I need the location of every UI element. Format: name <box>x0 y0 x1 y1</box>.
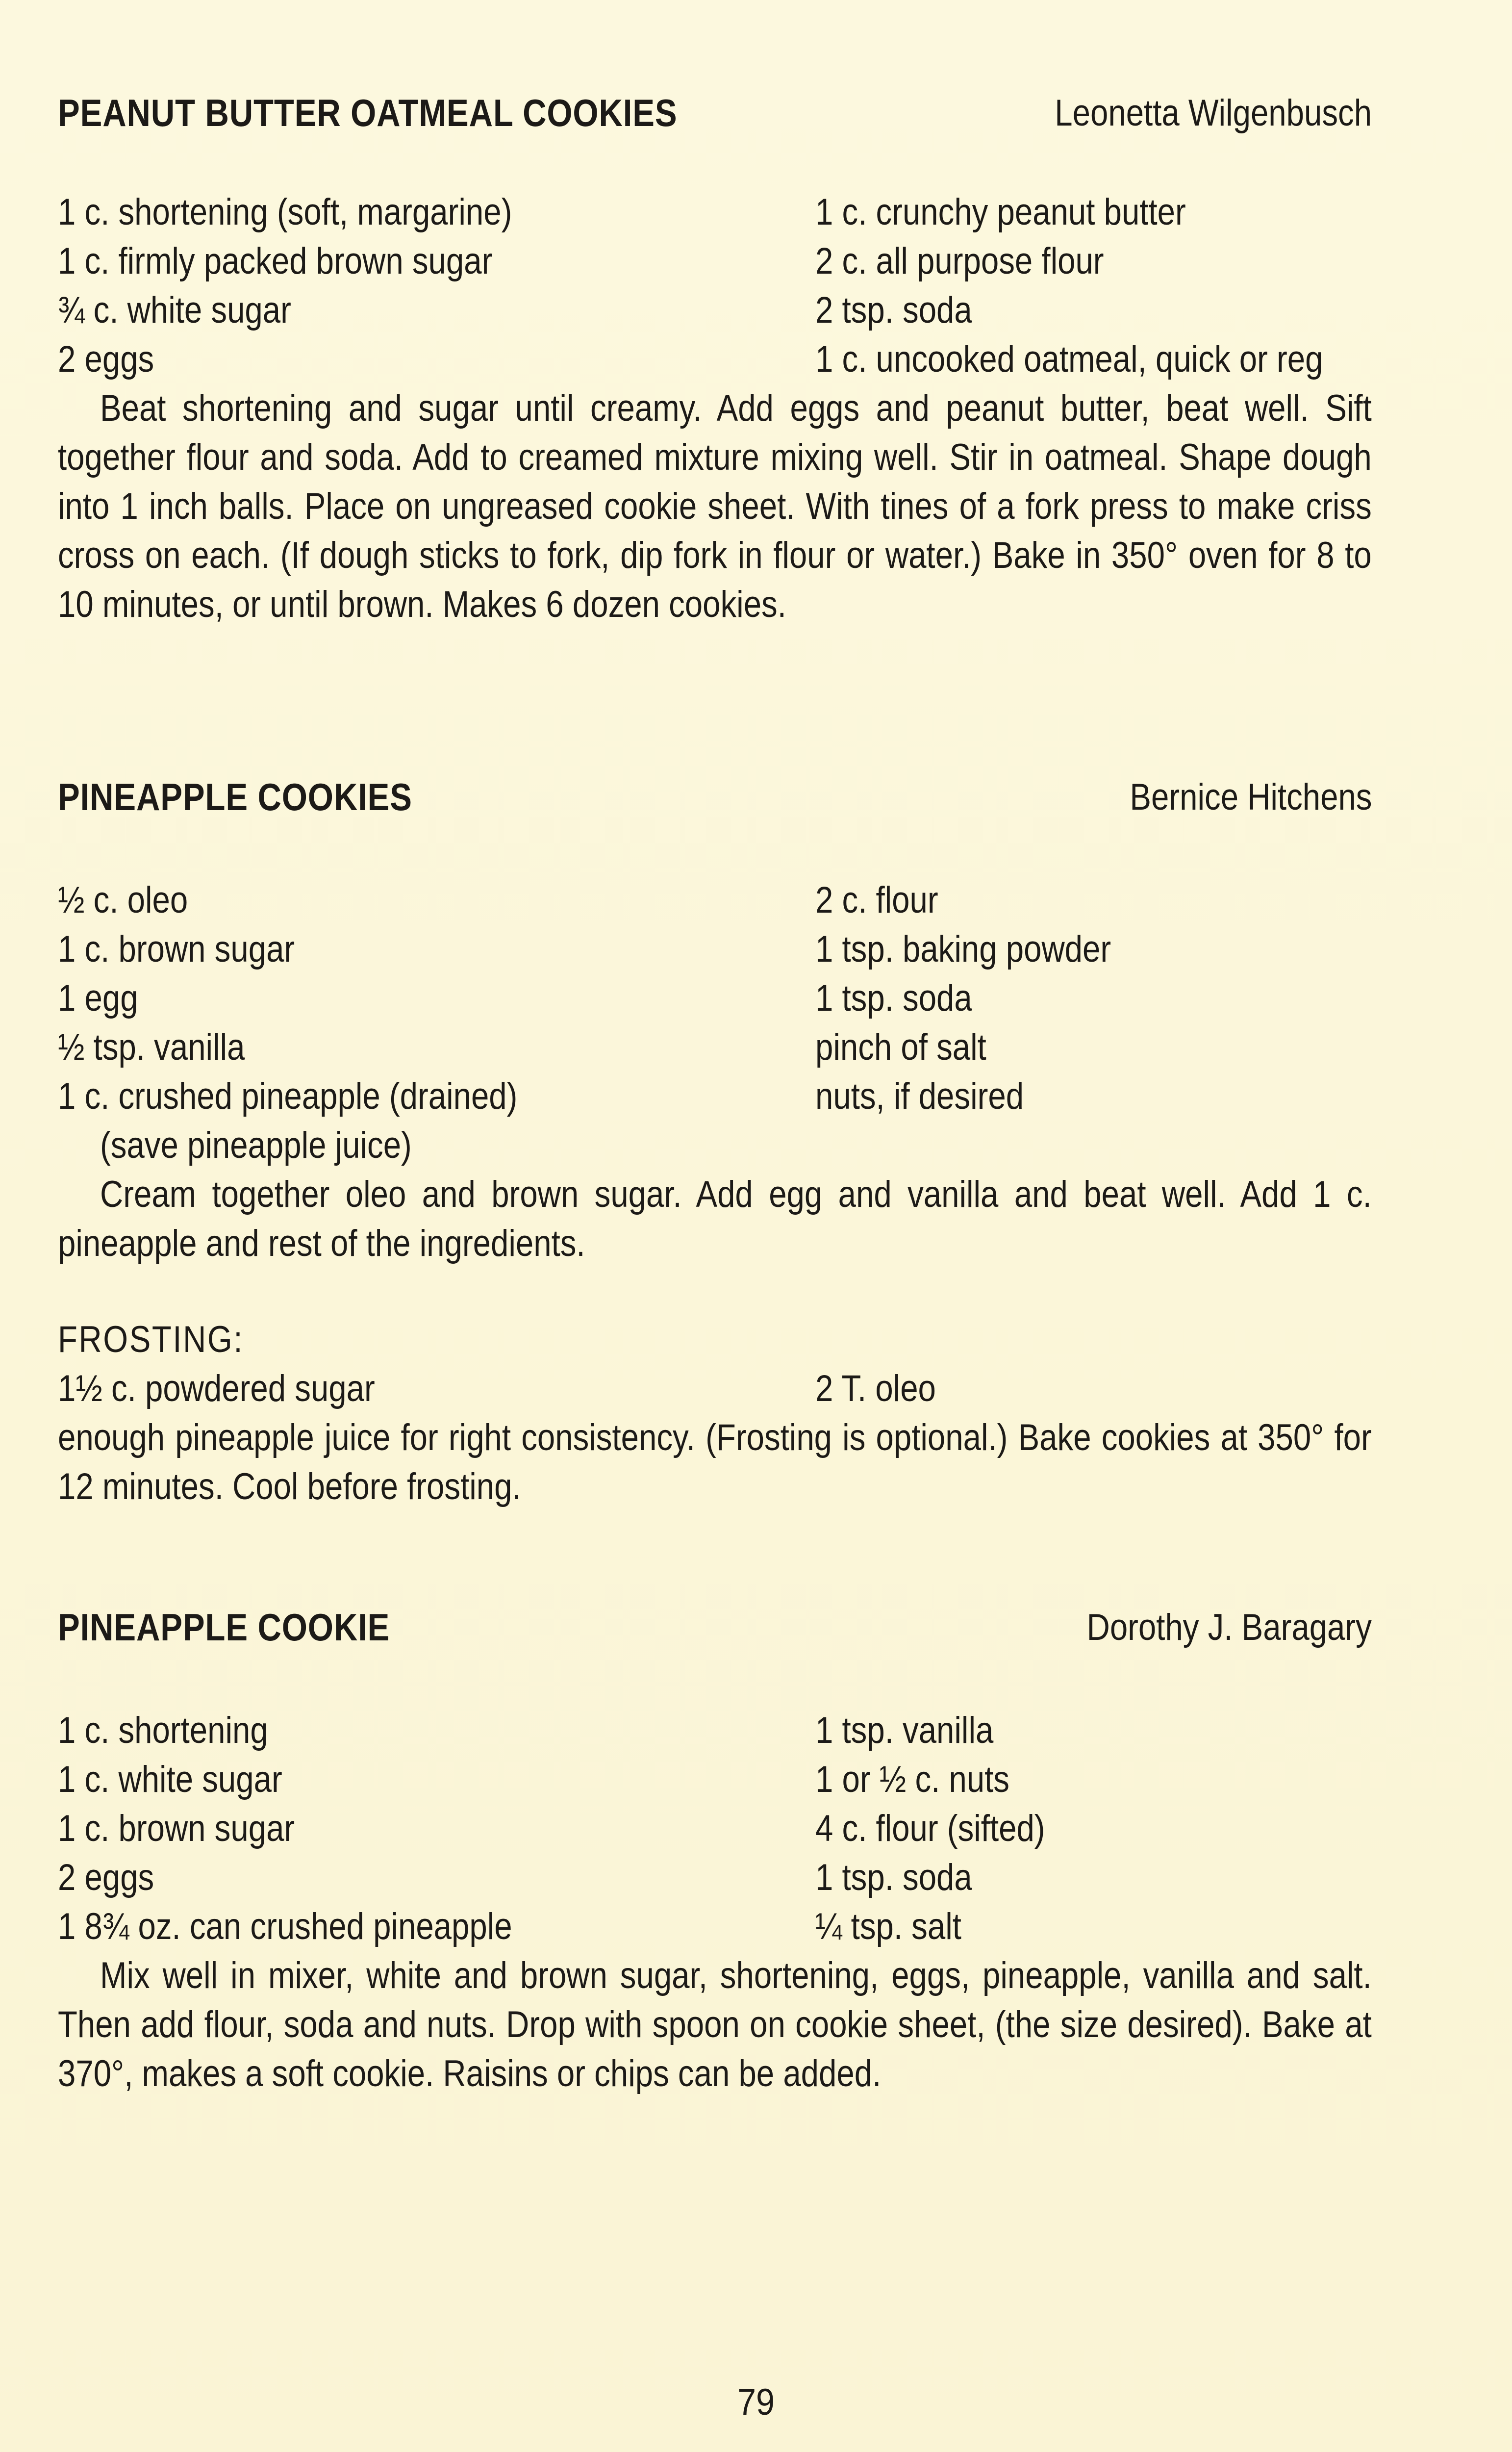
ingredient-row <box>58 1023 1372 1072</box>
ingredient-left: 2 eggs <box>58 1857 154 1898</box>
ingredient-right: 2 c. all purpose flour <box>815 240 1104 282</box>
ingredient-right: 2 T. oleo <box>815 1368 936 1409</box>
ingredient-right: 1 tsp. vanilla <box>815 1710 994 1751</box>
recipe-peanut-butter-oatmeal-cookies <box>58 91 1372 629</box>
ingredient-row <box>58 188 1372 237</box>
frosting-directions: enough pineapple juice for right consistency. (Frosting is optional.) Bake cookies at 350° for 12 minutes. Cool before frosting. <box>58 1417 1372 1507</box>
ingredient-right: pinch of salt <box>815 1026 986 1068</box>
ingredient-left: 1 c. firmly packed brown sugar <box>58 240 493 282</box>
ingredient-row <box>58 1853 1372 1902</box>
ingredient-list <box>58 1706 1372 1951</box>
ingredient-left: 1 c. white sugar <box>58 1759 282 1800</box>
recipe-directions: Cream together oleo and brown sugar. Add egg and vanilla and beat well. Add 1 c. pineapple and rest of the ingredients. <box>58 1174 1372 1264</box>
page-number: 79 <box>737 2381 775 2423</box>
recipe-pineapple-cookies <box>58 775 1372 1511</box>
ingredient-right: 1 c. crunchy peanut butter <box>815 191 1186 233</box>
ingredient-left: ½ tsp. vanilla <box>58 1026 245 1068</box>
recipe-header <box>58 1605 1372 1659</box>
recipe-pineapple-cookie <box>58 1605 1372 2098</box>
recipe-directions: Mix well in mixer, white and brown sugar, shortening, eggs, pineapple, vanilla and salt. Then add flour, soda and nuts. Drop with spoon on cookie sheet, (the size desired). Bake at 370°, makes a soft cookie. Raisins or chips can be added. <box>58 1955 1372 2094</box>
ingredient-left: 1½ c. powdered sugar <box>58 1368 375 1409</box>
recipe-title: PINEAPPLE COOKIES <box>58 775 412 818</box>
ingredient-row <box>58 1804 1372 1853</box>
ingredient-row <box>58 925 1372 974</box>
ingredient-left: 1 c. shortening <box>58 1710 268 1751</box>
ingredient-row <box>58 286 1372 335</box>
ingredient-left: 1 c. shortening (soft, margarine) <box>58 191 512 233</box>
ingredient-row <box>58 974 1372 1023</box>
recipe-title: PINEAPPLE COOKIE <box>58 1606 390 1649</box>
ingredient-left: 1 egg <box>58 977 138 1019</box>
ingredient-right: 2 tsp. soda <box>815 289 972 331</box>
ingredient-row <box>58 876 1372 925</box>
ingredient-right: 1 tsp. soda <box>815 977 972 1019</box>
ingredient-row <box>58 1755 1372 1804</box>
ingredient-right: 1 tsp. soda <box>815 1857 972 1898</box>
ingredient-list <box>58 876 1372 1170</box>
ingredient-note: (save pineapple juice) <box>100 1124 412 1166</box>
recipe-header <box>58 91 1372 145</box>
ingredient-left: 1 8¾ oz. can crushed pineapple <box>58 1906 512 1947</box>
recipe-author: Leonetta Wilgenbusch <box>1055 92 1372 134</box>
ingredient-left: ½ c. oleo <box>58 879 188 921</box>
ingredient-row <box>58 1072 1372 1121</box>
ingredient-left: ¾ c. white sugar <box>58 289 291 331</box>
ingredient-right: nuts, if desired <box>815 1075 1024 1117</box>
ingredient-right: ¼ tsp. salt <box>815 1906 961 1947</box>
ingredient-right: 1 or ½ c. nuts <box>815 1759 1009 1800</box>
ingredient-row <box>58 335 1372 384</box>
recipe-directions: Beat shortening and sugar until creamy. Add eggs and peanut butter, beat well. Sift together flour and soda. Add to creamed mixture mixing well. Stir in oatmeal. Shape dough into 1 inch balls. Place on ungreased cookie sheet. With tines of a fork press to make criss cross on each. (If dough sticks to fork, dip fork in flour or water.) Bake in 350° oven for 8 to 10 minutes, or until brown. Makes 6 dozen cookies. <box>58 387 1372 625</box>
recipe-author: Bernice Hitchens <box>1129 776 1372 818</box>
ingredient-left: 1 c. brown sugar <box>58 1808 295 1849</box>
frosting-ingredient-row <box>58 1364 1372 1413</box>
recipe-author: Dorothy J. Baragary <box>1086 1607 1372 1648</box>
ingredient-row <box>58 1902 1372 1951</box>
recipe-title: PEANUT BUTTER OATMEAL COOKIES <box>58 91 678 134</box>
ingredient-list <box>58 188 1372 384</box>
ingredient-right: 1 c. uncooked oatmeal, quick or reg <box>815 338 1323 380</box>
recipe-header <box>58 775 1372 829</box>
ingredient-right: 4 c. flour (sifted) <box>815 1808 1045 1849</box>
ingredient-row <box>58 237 1372 286</box>
ingredient-right: 1 tsp. baking powder <box>815 928 1111 970</box>
ingredient-left: 1 c. brown sugar <box>58 928 295 970</box>
ingredient-left: 1 c. crushed pineapple (drained) <box>58 1075 518 1117</box>
ingredient-left: 2 eggs <box>58 338 154 380</box>
ingredient-right: 2 c. flour <box>815 879 938 921</box>
frosting-heading: FROSTING: <box>58 1319 244 1360</box>
ingredient-row <box>58 1706 1372 1755</box>
